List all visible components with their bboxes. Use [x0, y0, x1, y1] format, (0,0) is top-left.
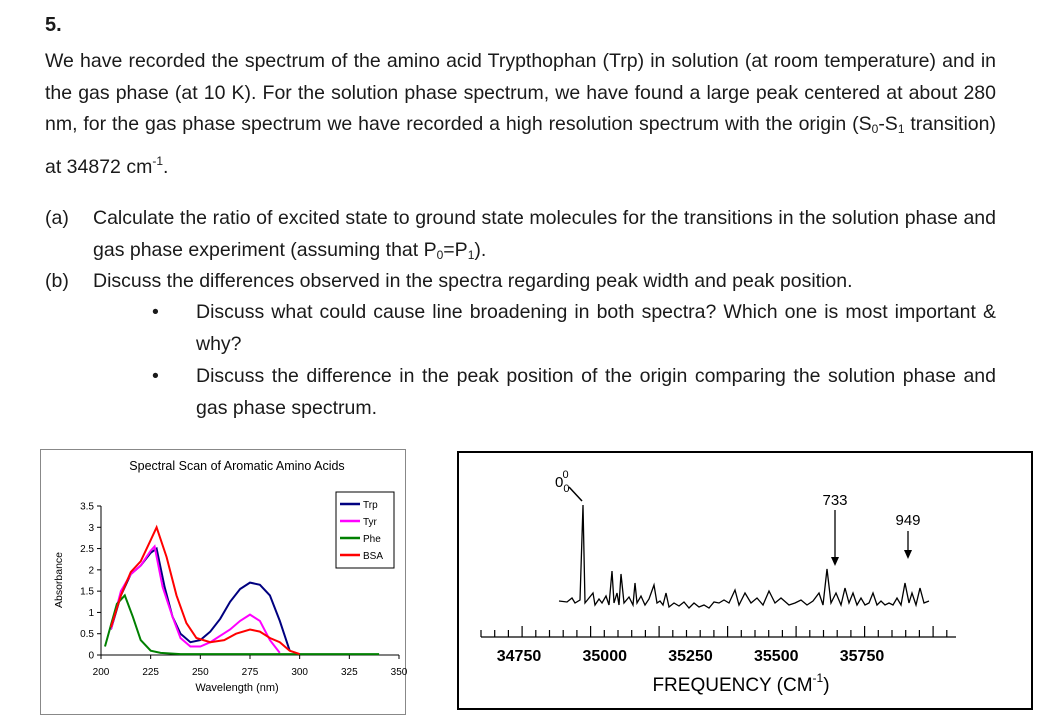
y-tick-label: 1 — [88, 607, 94, 619]
y-tick-label: 0 — [88, 650, 94, 662]
y-tick-label: 1.5 — [80, 586, 94, 598]
part-b-text: Discuss the differences observed in the spectra regarding peak width and peak position. — [93, 270, 853, 292]
gas-phase-spectrum-chart — [459, 453, 1031, 708]
x-tick-label: 200 — [92, 667, 110, 678]
annotation-949: 949 — [895, 512, 921, 529]
spectral-scan-chart — [41, 450, 408, 714]
x-tick-label: 35500 — [754, 648, 799, 665]
x-tick-label: 35000 — [582, 648, 627, 665]
spectral-scan-figure — [40, 449, 406, 715]
x-axis-label: FREQUENCY $(CM^{-1})$ — [652, 671, 830, 696]
bullet-text: Discuss the difference in the peak position of the origin comparing the solution phase and gas phase spectrum. — [196, 365, 996, 419]
x-tick-label: 325 — [340, 667, 358, 678]
question-intro: We have recorded the spectrum of the amino acid Trypthophan (Trp) in solution (at room temperature) and in the gas phase (at 10 K). For the solution phase spectrum, we have found a large peak centered at about 280 nm, for the gas phase spectrum we have recorded a high resolution spectrum with the origin ($S_0-S_1$ transition) at 34872 $cm^{-1}$. — [45, 50, 996, 178]
bullet-text: Discuss what could cause line broadening in both spectra? Which one is most important & why? — [196, 301, 996, 355]
part-a-label: (a) — [45, 207, 69, 229]
origin-annotation: $0_00$ — [555, 469, 570, 495]
series-line-phe — [105, 595, 379, 654]
x-axis-label: Wavelength (nm) — [195, 682, 279, 694]
legend-label-tyr: Tyr — [363, 517, 377, 528]
bullet-dot-icon: • — [152, 301, 159, 323]
x-tick-label: 35250 — [668, 648, 713, 665]
annotation-733: 733 — [822, 492, 848, 509]
y-tick-label: 2 — [88, 565, 94, 577]
x-tick-label: 300 — [291, 667, 309, 678]
gas-phase-spectrum-figure — [457, 451, 1033, 710]
x-tick-label: 225 — [142, 667, 160, 678]
part-a-text: Calculate the ratio of excited state to ground state molecules for the transitions in the solution phase and gas phase experiment (assuming that $P_0=P_1$). — [93, 207, 996, 262]
arrow-head-949 — [904, 550, 912, 559]
question-number: 5. — [45, 14, 62, 36]
x-tick-label: 35750 — [839, 648, 885, 665]
y-tick-label: 3 — [88, 522, 94, 534]
x-tick-label: 275 — [241, 667, 259, 678]
chart-title: Spectral Scan of Aromatic Amino Acids — [129, 459, 345, 473]
arrow-head-733 — [831, 557, 839, 566]
y-axis-label: Absorbance — [53, 551, 65, 609]
x-tick-label: 34750 — [496, 648, 542, 665]
x-tick-label: 350 — [390, 667, 408, 678]
part-b-label: (b) — [45, 270, 69, 292]
legend-label-bsa: BSA — [363, 551, 384, 562]
legend-label-phe: Phe — [363, 534, 381, 545]
origin-arrow — [569, 487, 582, 501]
y-tick-label: 2.5 — [80, 544, 94, 556]
bullet-dot-icon: • — [152, 365, 159, 387]
y-tick-label: 3.5 — [80, 501, 94, 513]
legend-label-trp: Trp — [363, 500, 378, 511]
spectrum-trace — [559, 505, 929, 608]
y-tick-label: 0.5 — [80, 629, 94, 641]
x-tick-label: 250 — [191, 667, 209, 678]
